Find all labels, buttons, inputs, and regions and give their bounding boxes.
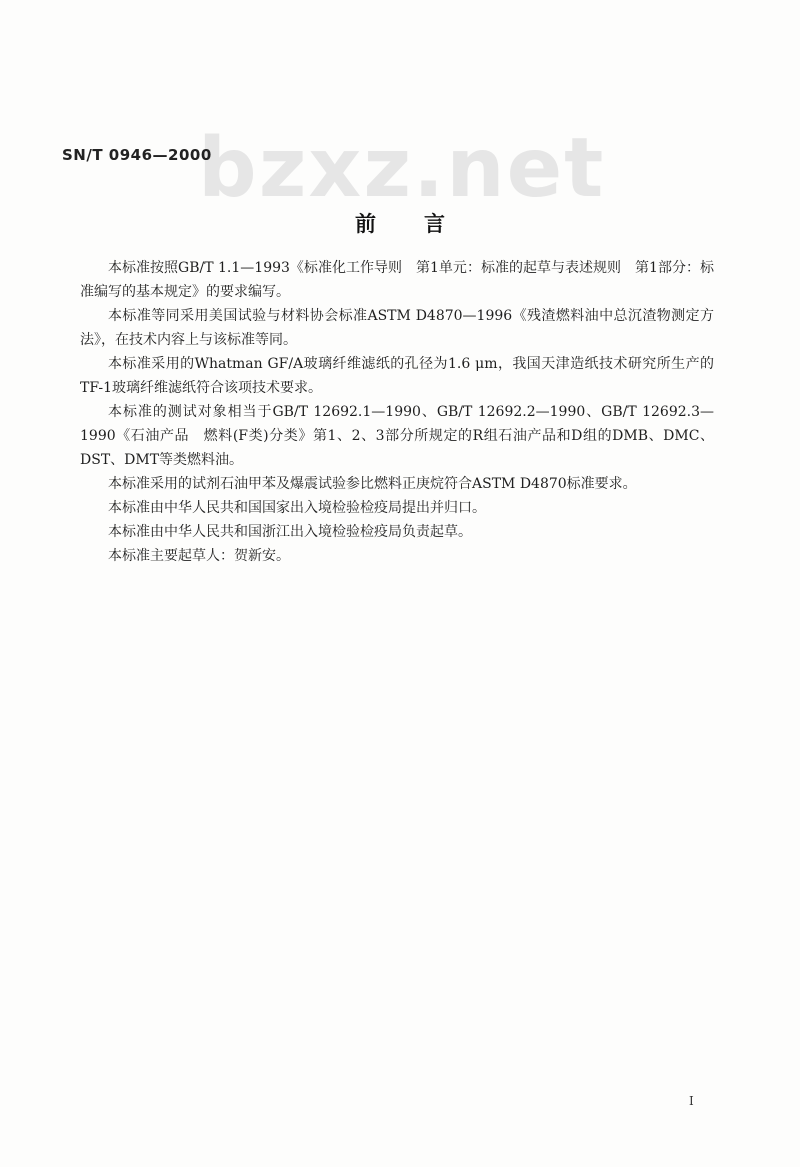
title-char-1: 前 [355,212,376,236]
page-title [0,208,800,238]
paragraph: 本标准主要起草人：贺新安。 [108,548,290,564]
page-number: I [689,1094,694,1108]
title-char-2: 言 [424,212,445,236]
paragraph: 本标准由中华人民共和国国家出入境检验检疫局提出并归口。 [108,500,486,516]
paragraph: 本标准采用的试剂石油甲苯及爆震试验参比燃料正庚烷符合ASTM D4870标准要求。 [108,476,637,492]
paragraph: 本标准采用的Whatman GF/A玻璃纤维滤纸的孔径为1.6 μm，我国天津造纸技术研究所生产的TF-1玻璃纤维滤纸符合该项技术要求。 [80,356,714,396]
paragraph: 本标准由中华人民共和国浙江出入境检验检疫局负责起草。 [108,524,472,540]
paragraph: 本标准等同采用美国试验与材料协会标准ASTM D4870—1996《残渣燃料油中总沉渣物测定方法》，在技术内容上与该标准等同。 [80,308,714,348]
standard-code: SN/T 0946—2000 [62,146,212,164]
preface-body [80,256,714,568]
watermark-text: bzxz.net [198,121,606,216]
paragraph: 本标准的测试对象相当于GB/T 12692.1—1990、GB/T 12692.2—1990、GB/T 12692.3—1990《石油产品 燃料(F类)分类》第1、2、3部分所规定的R组石油产品和D组的DMB、DMC、DST、DMT等类燃料油。 [80,404,714,468]
paragraph: 本标准按照GB/T 1.1—1993《标准化工作导则 第1单元：标准的起草与表述规则 第1部分：标准编写的基本规定》的要求编写。 [80,260,714,300]
